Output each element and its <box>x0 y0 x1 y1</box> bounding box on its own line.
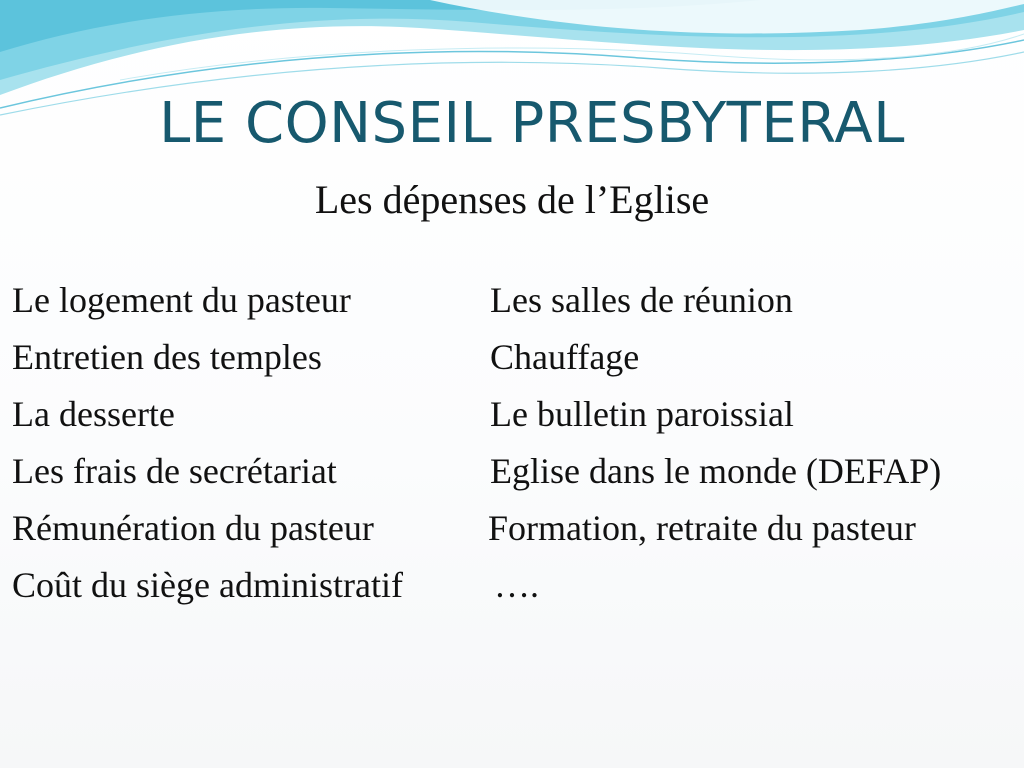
expense-item-left: Rémunération du pasteur <box>12 508 374 548</box>
slide-subtitle: Les dépenses de l’Eglise <box>314 177 710 222</box>
expense-row <box>12 272 1017 329</box>
expense-item-right: …. <box>494 565 539 605</box>
expense-item-right: Chauffage <box>490 337 640 377</box>
expense-row <box>12 500 1017 557</box>
expense-item-left: Le logement du pasteur <box>12 280 351 320</box>
expense-row <box>12 557 1017 614</box>
expense-item-right: Eglise dans le monde (DEFAP) <box>490 451 942 491</box>
expense-item-left: Entretien des temples <box>12 337 322 377</box>
expense-item-left: Coût du siège administratif <box>12 565 403 605</box>
expense-item-right: Formation, retraite du pasteur <box>488 508 916 548</box>
expense-list <box>12 272 1017 614</box>
expense-item-left: Les frais de secrétariat <box>12 451 337 491</box>
expense-row <box>12 329 1017 386</box>
slide-title: LE CONSEIL PRESBYTERAL <box>159 91 905 156</box>
expense-item-right: Le bulletin paroissial <box>490 394 794 434</box>
expense-row <box>12 443 1017 500</box>
expense-item-right: Les salles de réunion <box>490 280 793 320</box>
expense-item-left: La desserte <box>12 394 175 434</box>
expense-row <box>12 386 1017 443</box>
